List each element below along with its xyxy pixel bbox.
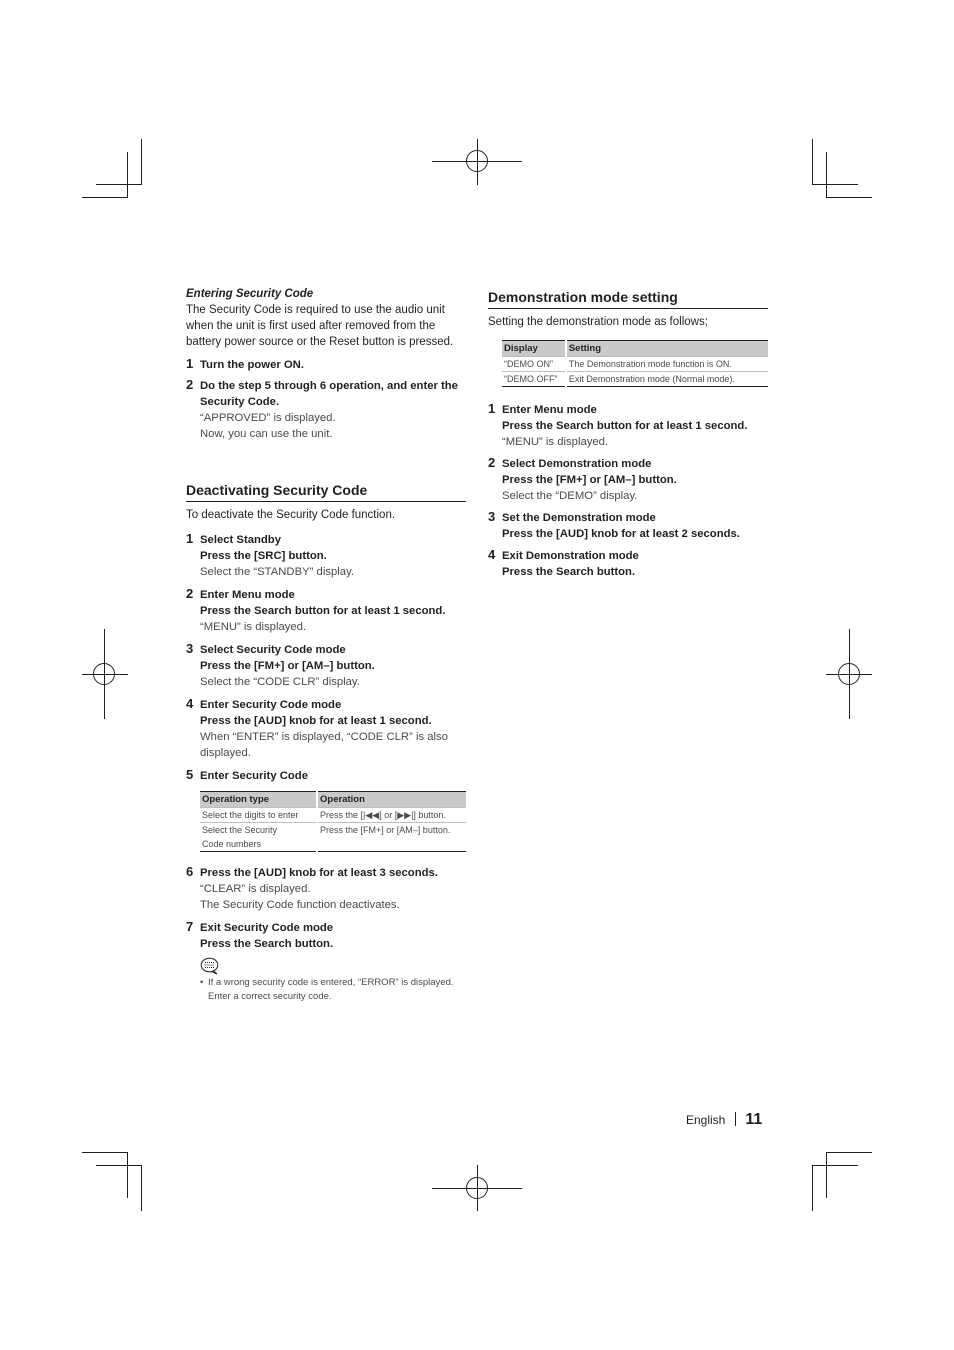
step-action: Press the Search button for at least 1 second. [502, 420, 748, 432]
step-action: Press the [FM+] or [AM–] button. [200, 660, 375, 672]
step-item [186, 378, 466, 442]
step-title: Turn the power ON. [200, 359, 304, 371]
deactivating-steps [186, 532, 466, 784]
step-title: Select Standby [200, 534, 281, 546]
table-header-display: Display [502, 341, 566, 357]
step-result: “MENU” is displayed. [502, 436, 609, 448]
step-result: Select the “STANDBY” display. [200, 566, 355, 578]
demonstration-intro: Setting the demonstration mode as follows; [488, 316, 708, 328]
entering-steps [186, 357, 466, 442]
step-number: 5 [186, 767, 194, 782]
display-table-wrap [488, 340, 768, 387]
step-title: Enter Menu mode [200, 589, 295, 601]
step-action: Press the Search button. [200, 938, 334, 950]
table-cell: Select the Security Code numbers [200, 823, 317, 852]
step-number: 6 [186, 864, 194, 879]
step-action: Press the Search button. [502, 566, 636, 578]
step-number: 7 [186, 919, 194, 934]
table-cell: The Demonstration mode function is ON. [566, 357, 768, 372]
step-title: Enter Menu mode [502, 404, 597, 416]
deactivating-steps-after [186, 865, 466, 952]
step-item [186, 920, 466, 952]
step-title: Select Security Code mode [200, 644, 346, 656]
step-result: “MENU” is displayed. [200, 621, 307, 633]
step-number: 3 [488, 509, 496, 524]
operation-table [200, 791, 466, 852]
table-header-operation-type: Operation type [200, 792, 317, 808]
step-number: 1 [488, 401, 496, 416]
step-number: 2 [186, 377, 194, 392]
step-item [186, 697, 466, 761]
step-item [488, 548, 768, 580]
step-number: 3 [186, 641, 194, 656]
deactivating-security-code-heading: Deactivating Security Code [186, 481, 466, 502]
step-result: The Security Code function deactivates. [200, 899, 400, 911]
table-row [200, 823, 466, 852]
step-number: 4 [186, 696, 194, 711]
right-column [488, 288, 768, 586]
deactivating-intro: To deactivate the Security Code function. [186, 509, 396, 521]
step-number: 2 [186, 586, 194, 601]
demonstration-mode-heading: Demonstration mode setting [488, 288, 768, 309]
page-number: 11 [745, 1111, 763, 1128]
step-title: Enter Security Code mode [200, 699, 342, 711]
step-number: 4 [488, 547, 496, 562]
table-header-setting: Setting [566, 341, 768, 357]
footer-separator [735, 1112, 736, 1126]
step-item [186, 865, 466, 913]
step-item [488, 456, 768, 504]
step-title: Enter Security Code [200, 770, 308, 782]
table-cell: Press the [FM+] or [AM–] button. [317, 823, 466, 852]
operation-table-wrap [186, 791, 466, 852]
entering-security-code-intro: The Security Code is required to use the audio unit when the unit is first used after removed from the battery power source or the Reset button is pressed. [186, 304, 454, 348]
step-result: Select the “DEMO” display. [502, 490, 638, 502]
step-item [488, 402, 768, 450]
table-header-operation: Operation [317, 792, 466, 808]
step-number: 1 [186, 356, 194, 371]
table-row [502, 372, 768, 387]
step-result: Now, you can use the unit. [200, 428, 333, 440]
table-row [502, 357, 768, 372]
step-item [186, 587, 466, 635]
table-cell: “DEMO OFF” [502, 372, 566, 387]
step-result: Select the “CODE CLR” display. [200, 676, 360, 688]
step-item [186, 768, 466, 784]
note-block [186, 957, 466, 1004]
display-setting-table [502, 340, 768, 387]
note-text: If a wrong security code is entered, “ERROR” is displayed. Enter a correct security code. [208, 977, 454, 1002]
step-title: Set the Demonstration mode [502, 512, 656, 524]
step-title: Exit Security Code mode [200, 922, 334, 934]
step-result: “CLEAR” is displayed. [200, 883, 311, 895]
footer-language: English [686, 1113, 726, 1127]
table-row [200, 808, 466, 823]
note-bullet: • [200, 977, 204, 988]
note-icon [200, 957, 466, 975]
step-title: Exit Demonstration mode [502, 550, 639, 562]
step-title: Do the step 5 through 6 operation, and enter the Security Code. [200, 380, 458, 408]
left-column [186, 286, 466, 1004]
entering-security-code-heading: Entering Security Code [186, 288, 314, 300]
step-number: 2 [488, 455, 496, 470]
step-action: Press the Search button for at least 1 second. [200, 605, 446, 617]
step-result: “APPROVED” is displayed. [200, 412, 336, 424]
step-item [186, 357, 466, 373]
table-cell: Exit Demonstration mode (Normal mode). [566, 372, 768, 387]
step-item [488, 510, 768, 542]
step-action: Press the [FM+] or [AM–] button. [502, 474, 677, 486]
table-cell: Select the digits to enter [200, 808, 317, 823]
step-item [186, 532, 466, 580]
demonstration-steps [488, 402, 768, 580]
table-cell: Press the [|◀◀] or [▶▶|] button. [317, 808, 466, 823]
step-item [186, 642, 466, 690]
note-item [200, 976, 466, 1004]
step-number: 1 [186, 531, 194, 546]
table-cell: “DEMO ON” [502, 357, 566, 372]
step-title: Press the [AUD] knob for at least 3 seconds. [200, 867, 438, 879]
step-title: Select Demonstration mode [502, 458, 652, 470]
step-action: Press the [AUD] knob for at least 2 seconds. [502, 528, 740, 540]
page-footer [686, 1110, 762, 1130]
step-result: When “ENTER” is displayed, “CODE CLR” is also displayed. [200, 731, 448, 759]
step-action: Press the [SRC] button. [200, 550, 327, 562]
step-action: Press the [AUD] knob for at least 1 second. [200, 715, 432, 727]
